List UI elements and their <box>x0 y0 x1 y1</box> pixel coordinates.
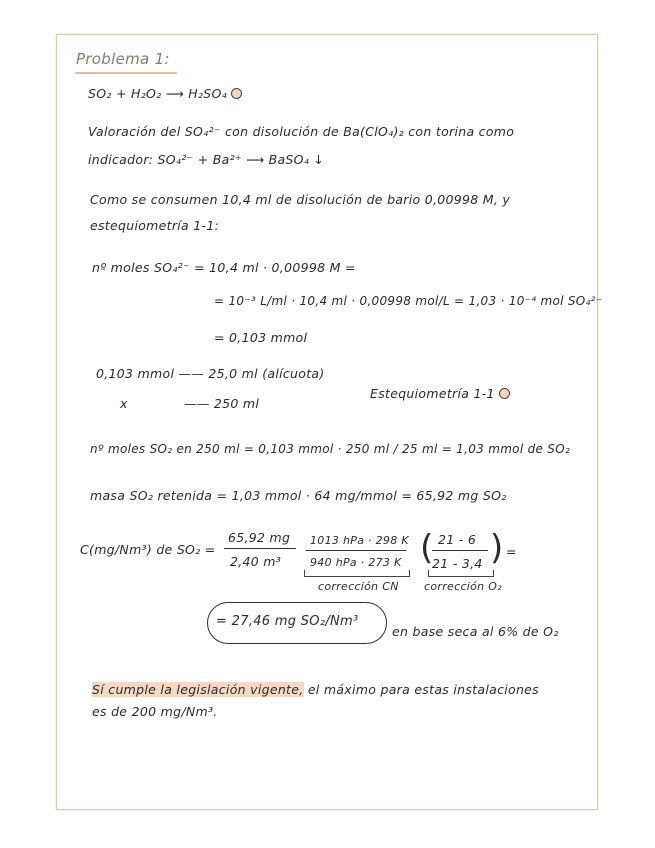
moles-line-2: = 10⁻³ L/ml · 10,4 ml · 0,00998 mol/L = 1,03 · 10⁻⁴ mol SO₄²⁻ <box>214 294 603 308</box>
fraction-1-bar <box>224 548 296 549</box>
brace-o2 <box>428 570 494 577</box>
fraction-1-denominator: 2,40 m³ <box>230 554 282 569</box>
fraction-3-numerator: 21 - 6 <box>438 532 477 547</box>
fraction-3-denominator: 21 - 3,4 <box>432 556 483 571</box>
proportion-line-1: 0,103 mmol —— 25,0 ml (alícuota) <box>96 366 325 381</box>
paren-close: ) <box>490 528 504 568</box>
proportion-line-2: —— 250 ml <box>184 396 260 411</box>
conclusion-line-2: es de 200 mg/Nm³. <box>92 704 218 719</box>
problem-title: Problema 1: <box>76 50 170 68</box>
proportion-x: x <box>120 396 128 411</box>
estequiometria-note <box>370 386 510 401</box>
fraction-2-numerator: 1013 hPa · 298 K <box>310 534 409 547</box>
marker-dot-icon <box>231 88 242 99</box>
result-suffix: en base seca al 6% de O₂ <box>392 624 559 639</box>
reaction-line <box>88 86 242 101</box>
concentration-lhs: C(mg/Nm³) de SO₂ = <box>80 542 216 557</box>
fraction-1-numerator: 65,92 mg <box>228 530 291 545</box>
fraction-2-bar <box>306 550 406 551</box>
marker-dot-icon <box>499 388 510 399</box>
valoracion-line-2: indicador: SO₄²⁻ + Ba²⁺ ⟶ BaSO₄ ↓ <box>88 152 325 167</box>
brace-label-o2: corrección O₂ <box>424 580 502 593</box>
reaction-text: SO₂ + H₂O₂ ⟶ H₂SO₄ <box>88 86 227 101</box>
valoracion-line-1: Valoración del SO₄²⁻ con disolución de Ba(ClO₄)₂ con torina como <box>88 124 515 139</box>
moles-line-3: = 0,103 mmol <box>214 330 308 345</box>
title-underline <box>75 72 177 74</box>
conclusion-line-1 <box>92 682 539 697</box>
so2-moles-line: nº moles SO₂ en 250 ml = 0,103 mmol · 250 ml / 25 ml = 1,03 mmol de SO₂ <box>90 442 571 456</box>
estequiometria-text: Estequiometría 1-1 <box>370 386 495 401</box>
fraction-3-bar <box>432 550 488 551</box>
masa-line: masa SO₂ retenida = 1,03 mmol · 64 mg/mmol = 65,92 mg SO₂ <box>90 488 507 503</box>
fraction-2-denominator: 940 hPa · 273 K <box>310 556 402 569</box>
result-value: = 27,46 mg SO₂/Nm³ <box>216 614 359 629</box>
consume-line-1: Como se consumen 10,4 ml de disolución de bario 0,00998 M, y <box>90 192 511 207</box>
brace-label-cn: corrección CN <box>318 580 399 593</box>
paren-open: ( <box>420 528 434 568</box>
consume-line-2: estequiometría 1-1: <box>90 218 220 233</box>
conclusion-rest: el máximo para estas instalaciones <box>307 682 539 697</box>
equals-sign: = <box>506 544 517 559</box>
moles-line-1: nº moles SO₄²⁻ = 10,4 ml · 0,00998 M = <box>92 260 356 275</box>
brace-cn <box>304 570 410 577</box>
conclusion-highlight: Sí cumple la legislación vigente, <box>92 682 304 697</box>
